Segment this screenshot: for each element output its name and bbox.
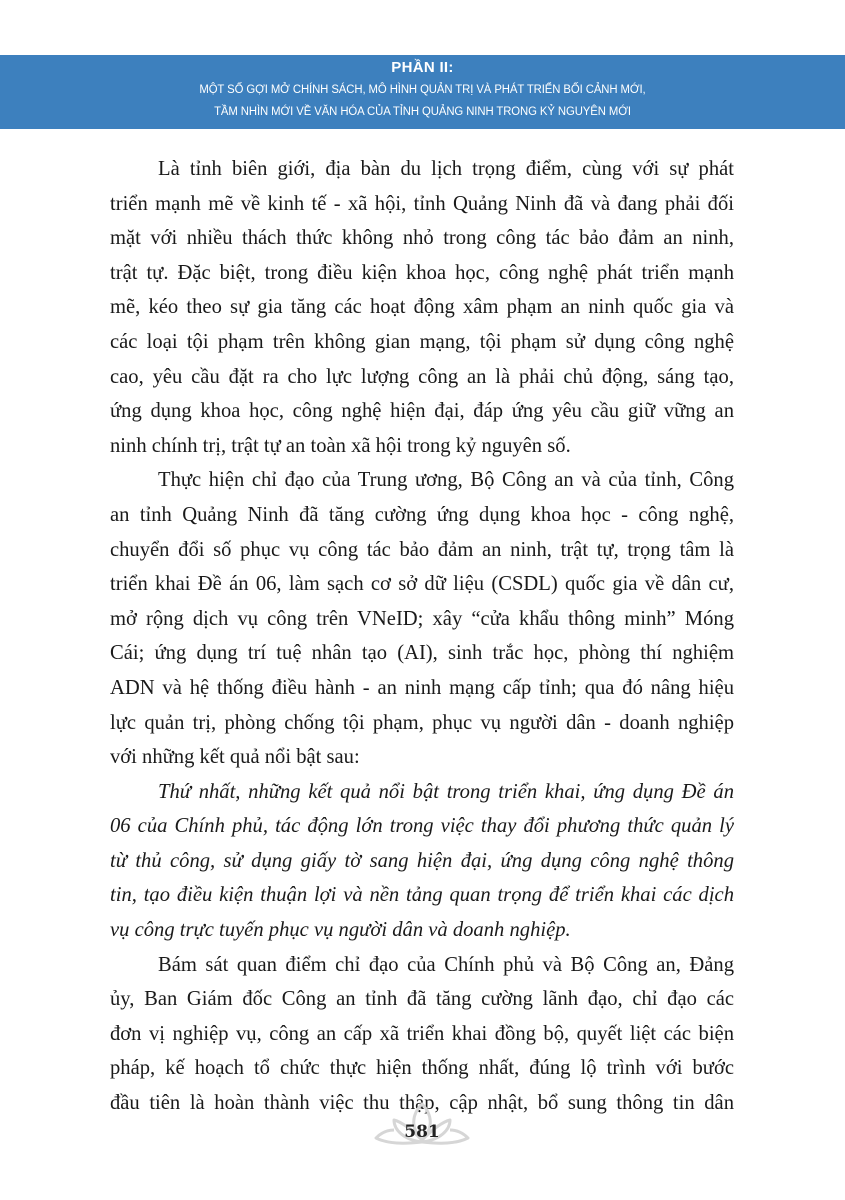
- text-line: ADN và hệ thống điều hành - an ninh mạng cấp tỉnh; qua đó nâng hiệu: [110, 676, 734, 699]
- part-title: PHẦN II:: [391, 59, 454, 76]
- page-footer: [372, 1100, 472, 1160]
- paragraph: [110, 775, 734, 948]
- paragraph: [110, 152, 734, 463]
- section-header-banner: [0, 55, 845, 129]
- body-text: [110, 152, 734, 1121]
- text-line: đầu tiên là hoàn thành việc thu thập, cập nhật, bổ sung thông tin dân: [110, 1092, 734, 1115]
- text-line: triển khai Đề án 06, làm sạch cơ sở dữ liệu (CSDL) quốc gia về dân cư,: [110, 573, 734, 596]
- text-line: cao, yêu cầu đặt ra cho lực lượng công an là phải chủ động, sáng tạo,: [110, 365, 734, 388]
- text-line: với những kết quả nổi bật sau:: [110, 746, 360, 769]
- text-line: ninh chính trị, trật tự an toàn xã hội trong kỷ nguyên số.: [110, 434, 571, 457]
- text-line: Thực hiện chỉ đạo của Trung ương, Bộ Công an và của tỉnh, Công: [158, 469, 734, 492]
- text-line: các loại tội phạm trên không gian mạng, tội phạm sử dụng công nghệ: [110, 330, 734, 353]
- text-line: đơn vị nghiệp vụ, công an cấp xã triển khai đồng bộ, quyết liệt các biện: [110, 1022, 734, 1045]
- text-line: lực quản trị, phòng chống tội phạm, phục vụ người dân - doanh nghiệp: [110, 711, 734, 734]
- section-subtitle-line-1: MỘT SỐ GỢI MỞ CHÍNH SÁCH, MÔ HÌNH QUẢN TRỊ VÀ PHÁT TRIỂN BỐI CẢNH MỚI,: [199, 82, 646, 96]
- text-line: Cái; ứng dụng trí tuệ nhân tạo (AI), sinh trắc học, phòng thí nghiệm: [110, 642, 734, 665]
- page-number: 581: [404, 1122, 440, 1142]
- text-line: mẽ, kéo theo sự gia tăng các hoạt động xâm phạm an ninh quốc gia và: [110, 296, 734, 319]
- text-line: chuyển đổi số phục vụ công tác bảo đảm an ninh, trật tự, trọng tâm là: [110, 538, 734, 561]
- text-line: ủy, Ban Giám đốc Công an tỉnh đã tăng cường lãnh đạo, chỉ đạo các: [110, 988, 734, 1011]
- text-line: triển mạnh mẽ về kinh tế - xã hội, tỉnh Quảng Ninh đã và đang phải đối: [110, 192, 734, 215]
- text-line: Bám sát quan điểm chỉ đạo của Chính phủ và Bộ Công an, Đảng: [158, 953, 734, 976]
- text-line: ứng dụng khoa học, công nghệ hiện đại, đáp ứng yêu cầu giữ vững an: [110, 400, 734, 423]
- text-line: mặt với nhiều thách thức không nhỏ trong công tác bảo đảm an ninh,: [110, 227, 734, 250]
- paragraph: [110, 948, 734, 1121]
- text-line: mở rộng dịch vụ công trên VNeID; xây “cửa khẩu thông minh” Móng: [110, 607, 734, 630]
- text-line: Thứ nhất, những kết quả nổi bật trong triển khai, ứng dụng Đề án: [158, 780, 734, 803]
- text-line: tin, tạo điều kiện thuận lợi và nền tảng quan trọng để triển khai các dịch: [110, 884, 734, 907]
- text-line: vụ công trực tuyến phục vụ người dân và doanh nghiệp.: [110, 919, 571, 942]
- text-line: pháp, kế hoạch tổ chức thực hiện thống nhất, đúng lộ trình với bước: [110, 1057, 734, 1080]
- text-line: từ thủ công, sử dụng giấy tờ sang hiện đại, ứng dụng công nghệ thông: [110, 849, 734, 872]
- text-line: 06 của Chính phủ, tác động lớn trong việc thay đổi phương thức quản lý: [110, 815, 734, 838]
- paragraph: [110, 463, 734, 774]
- section-subtitle-line-2: TẦM NHÌN MỚI VỀ VĂN HÓA CỦA TỈNH QUẢNG NINH TRONG KỶ NGUYÊN MỚI: [214, 104, 631, 118]
- text-line: an tỉnh Quảng Ninh đã tăng cường ứng dụng khoa học - công nghệ,: [110, 503, 734, 526]
- text-line: Là tỉnh biên giới, địa bàn du lịch trọng điểm, cùng với sự phát: [158, 158, 734, 180]
- text-line: trật tự. Đặc biệt, trong điều kiện khoa học, công nghệ phát triển mạnh: [110, 261, 734, 284]
